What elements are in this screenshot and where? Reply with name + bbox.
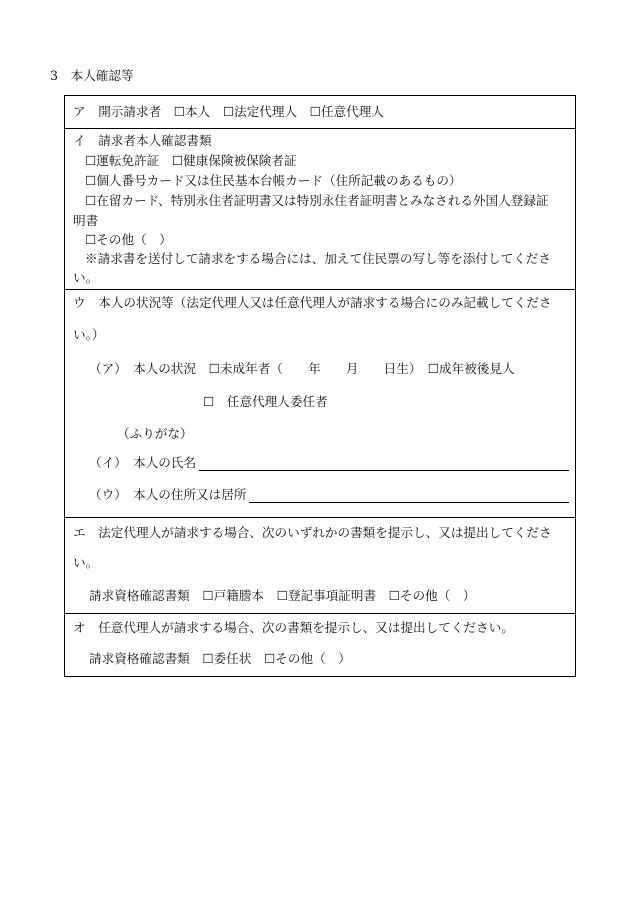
identity-verification-form (64, 95, 576, 677)
principal-name-line[interactable] (199, 470, 569, 471)
principal-address-label: （ウ） 本人の住所又は居所 (89, 487, 247, 502)
principal-status-row: （ア） 本人の状況 ☐未成年者（ 年 月 日生） ☐成年被後見人 (89, 361, 515, 376)
requester-type-section (65, 96, 575, 128)
requester-type-row: ア 開示請求者 ☐本人 ☐法定代理人 ☐任意代理人 (73, 104, 384, 119)
mail-request-note: ※請求書を送付して請求をする場合には、加えて住民票の写し等を添付してくださ (85, 251, 551, 266)
identity-option-other: ☐その他（ ） (85, 232, 172, 247)
identity-option-row: ☐在留カード、特別永住者証明書又は特別永住者証明書とみなされる外国人登録証 (85, 193, 549, 208)
identity-document-section (65, 128, 575, 289)
furigana-label: （ふりがな） (117, 426, 193, 441)
identity-option-row: ☐個人番号カード又は住民基本台帳カード（住所記載のあるもの） (85, 173, 462, 188)
principal-name-label: （イ） 本人の氏名 (89, 455, 197, 470)
identity-document-title: イ 請求者本人確認書類 (73, 133, 212, 148)
principal-status-title-continued: い。） (73, 327, 105, 342)
identity-option-row-continued: 明書 (73, 213, 99, 228)
mail-request-note-continued: い。 (73, 270, 99, 285)
principal-status-title: ウ 本人の状況等（法定代理人又は任意代理人が請求する場合にのみ記載してくださ (73, 295, 552, 310)
principal-status-row-2: ☐ 任意代理人委任者 (203, 394, 328, 409)
legal-agent-docs-row: 請求資格確認書類 ☐戸籍謄本 ☐登記事項証明書 ☐その他（ ） (89, 588, 476, 603)
voluntary-agent-title: オ 任意代理人が請求する場合、次の書類を提示し、又は提出してください。 (73, 620, 514, 635)
identity-option-row: ☐運転免許証 ☐健康保険被保険者証 (85, 153, 297, 168)
legal-agent-section (65, 517, 575, 613)
voluntary-agent-section (65, 613, 575, 676)
principal-status-section (65, 289, 575, 517)
section-heading: 3 本人確認等 (50, 68, 134, 83)
principal-address-line[interactable] (249, 502, 569, 503)
legal-agent-title: エ 法定代理人が請求する場合、次のいずれかの書類を提示し、又は提出してくださ (73, 525, 552, 540)
voluntary-agent-docs-row: 請求資格確認書類 ☐委任状 ☐その他（ ） (89, 651, 351, 666)
legal-agent-title-continued: い。 (73, 555, 99, 570)
